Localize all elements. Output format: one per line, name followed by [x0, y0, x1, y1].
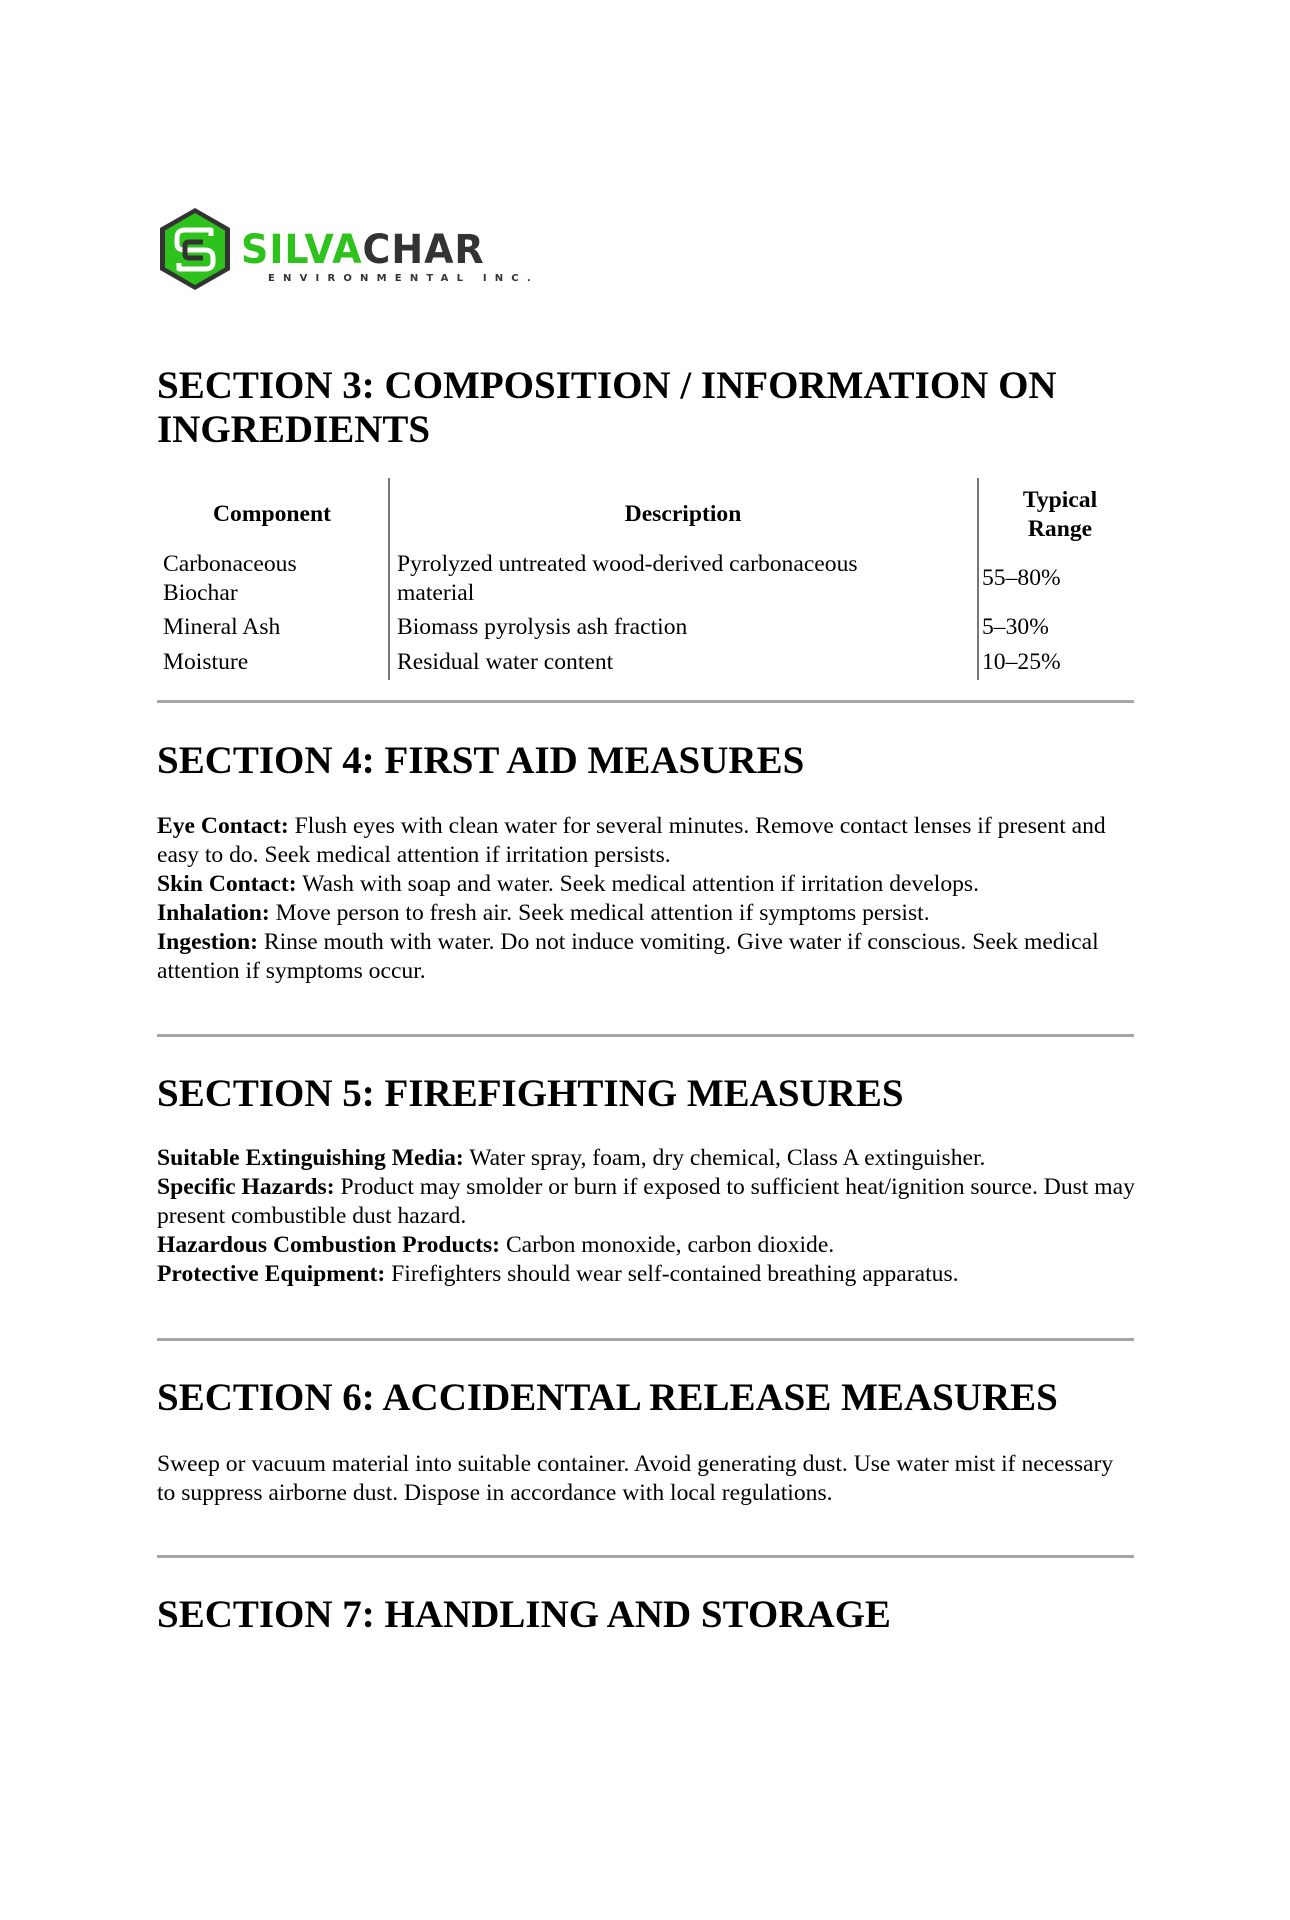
section-6-title: SECTION 6: ACCIDENTAL RELEASE MEASURES — [157, 1376, 1058, 1419]
item-label: Skin Contact: — [157, 871, 297, 897]
section-divider — [157, 1338, 1134, 1341]
item-text: Flush eyes with clean water for several minutes. Remove contact lenses if present and easy to do. Seek medical attention if irritation persists. — [157, 813, 1106, 868]
table-cell-component: Moisture — [163, 649, 249, 675]
logo-word-green: SILVA — [241, 227, 363, 273]
section-5-title: SECTION 5: FIREFIGHTING MEASURES — [157, 1072, 904, 1115]
table-column-divider — [977, 478, 979, 680]
section-divider — [157, 700, 1134, 703]
item-label: Ingestion: — [157, 929, 258, 955]
item-label: Specific Hazards: — [157, 1174, 335, 1200]
first-aid-item — [157, 870, 1137, 899]
table-cell-component: Mineral Ash — [163, 614, 281, 640]
item-label: Protective Equipment: — [157, 1261, 386, 1287]
first-aid-item — [157, 928, 1137, 986]
item-text: Wash with soap and water. Seek medical attention if irritation develops. — [302, 871, 980, 897]
table-cell-description: Pyrolyzed untreated wood-derived carbonaceous material — [397, 551, 858, 606]
logo-hexagon-icon — [157, 206, 233, 292]
table-cell-description: Residual water content — [397, 649, 614, 675]
item-label: Inhalation: — [157, 900, 270, 926]
company-logo — [157, 206, 539, 294]
section-3-title: SECTION 3: COMPOSITION / INFORMATION ON INGREDIENTS — [157, 364, 1057, 451]
section-4-title: SECTION 4: FIRST AID MEASURES — [157, 739, 805, 782]
logo-word-dark: CHAR — [362, 227, 485, 273]
item-text: Move person to fresh air. Seek medical attention if symptoms persist. — [275, 900, 930, 926]
logo-wordmark — [241, 228, 485, 272]
first-aid-item — [157, 812, 1137, 870]
section-divider — [157, 1034, 1134, 1037]
firefighting-item — [157, 1173, 1137, 1231]
logo-subtitle: ENVIRONMENTAL INC. — [268, 273, 539, 284]
item-text: Carbon monoxide, carbon dioxide. — [505, 1232, 835, 1258]
table-column-divider — [388, 478, 390, 680]
firefighting-item — [157, 1231, 1137, 1260]
item-label: Eye Contact: — [157, 813, 289, 839]
table-cell-range: 55–80% — [982, 565, 1061, 591]
table-cell-range: 5–30% — [982, 614, 1049, 640]
item-text: Firefighters should wear self-contained breathing apparatus. — [391, 1261, 959, 1287]
table-cell-component: Carbonaceous Biochar — [163, 551, 297, 606]
firefighting-list — [157, 1144, 1137, 1289]
item-text: Rinse mouth with water. Do not induce vomiting. Give water if conscious. Seek medical attention if symptoms occur. — [157, 929, 1099, 984]
table-cell-description: Biomass pyrolysis ash fraction — [397, 614, 688, 640]
first-aid-item — [157, 899, 1137, 928]
table-header-component: Component — [213, 501, 331, 527]
section-divider — [157, 1555, 1134, 1558]
item-text: Product may smolder or burn if exposed to sufficient heat/ignition source. Dust may present combustible dust hazard. — [157, 1174, 1135, 1229]
item-label: Hazardous Combustion Products: — [157, 1232, 501, 1258]
accidental-release-text — [157, 1450, 1137, 1508]
table-header-description: Description — [624, 501, 742, 527]
first-aid-list — [157, 812, 1137, 986]
firefighting-item — [157, 1260, 1137, 1289]
firefighting-item — [157, 1144, 1137, 1173]
item-label: Suitable Extinguishing Media: — [157, 1145, 464, 1171]
item-text: Water spray, foam, dry chemical, Class A extinguisher. — [469, 1145, 986, 1171]
paragraph: Sweep or vacuum material into suitable container. Avoid generating dust. Use water mist if necessary to suppress airborne dust. Dispose in accordance with local regulations. — [157, 1451, 1114, 1506]
table-header-typical-range: Typical Range — [1022, 487, 1098, 542]
section-7-title: SECTION 7: HANDLING AND STORAGE — [157, 1593, 891, 1636]
table-cell-range: 10–25% — [982, 649, 1061, 675]
